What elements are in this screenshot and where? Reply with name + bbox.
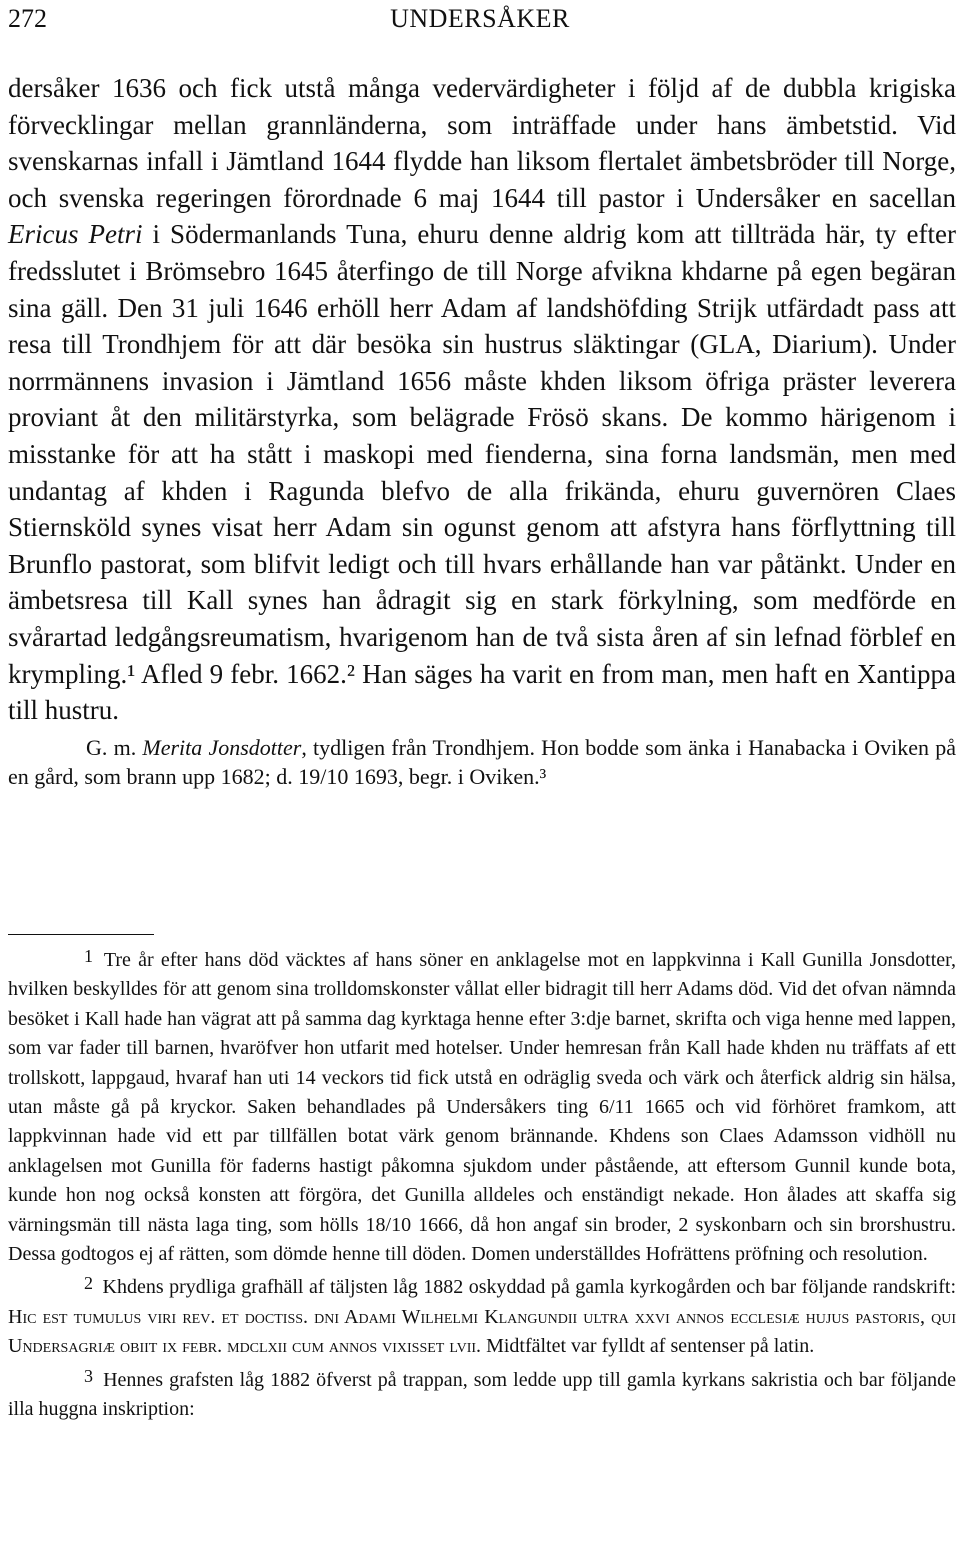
footnote-text: Tre år efter hans död väcktes af hans söner en anklagelse mot en lappkvinna i Kall Gunilla Jonsdotter, hvilken beskylldes för att genom sina trolldomskonster vållat eller bidragit till herr Adams död. Vid det ofvan nämnda besöket i Kall hade han vägrat att på samma dag kyrktaga henne efter 3:dje barnet, skrifta och viga henne med lappen, som var fader till barnen, hvaröfver hon utfarit med hotelser. Under hemresan från Kall hade khden nu träffats af ett trollskott, lappgaud, hvaraf han uti 14 veckors tid fick utstå en odräglig sveda och värk och återfick aldrig sin hälsa, utan måste gå på kryckor. Saken behandlades på Undersåkers ting 6/11 1665 och vid förhöret framkom, att lappkvinnan hade vid ett par tillfällen botat värk genom brännande. Khdens son Claes Adamsson vidhöll nu anklagelsen mot Gunilla för faderns hastigt påkomna sjukdom under påstående, att eftersom Gunnil kunde bota, kunde hon nog också konsten att förgöra, det Gunilla alldeles och enständigt nekade. Hon ålades att skaffa sig värningsmän till nästa laga ting, som hölls 18/10 1666, då hon angaf sin broder, 2 syskonbarn och sin brorshustru. Dessa godtogos ej af rätten, som dömde henne till döden. Domen underställdes Hofrättens pröfning och resolution.	[8, 949, 957, 1266]
footnote-separator	[8, 934, 154, 935]
text-run: G. m.	[86, 734, 143, 760]
footnote-text: Khdens prydliga grafhäll af täljsten låg 1882 oskyddad på gamla kyrkogården och bar följande randskrift:	[102, 1276, 957, 1299]
footnote-number: 2	[84, 1273, 93, 1294]
main-text	[8, 70, 956, 791]
page-number: 272	[8, 4, 47, 33]
footnote-text: Hennes grafsten låg 1882 öfverst på trappan, som ledde upp till gamla kyrkans sakristia och bar följande illa huggna inskription:	[8, 1368, 957, 1421]
italic-name: Merita Jonsdotter	[142, 734, 302, 760]
text-run: , tydligen från Trondhjem. Hon bodde som änka i Hanabacka i Oviken på en gård, som brann upp 1682; d. 19/10 1693, begr. i Oviken.³	[8, 734, 956, 789]
body-paragraph	[8, 70, 956, 729]
footnote-3	[8, 1366, 956, 1425]
latin-inscription: Hic est tumulus viri rev. et doctiss. dni Adami Wilhelmi Klangundii ultra xxvi annos ecclesiæ hujus pastoris, qui Undersagriæ obiit ix febr. mdclxii cum annos vixisset lvii.	[8, 1305, 956, 1358]
italic-name: Ericus Petri	[8, 219, 143, 250]
running-head: UNDERSÅKER	[390, 4, 570, 33]
footnote-2	[8, 1273, 956, 1361]
text-run: i Södermanlands Tuna, ehuru denne aldrig kom att tillträda här, ty efter fredsslutet i Brömsebro 1645 återfingo de till Norge afvikna khdarne på egen begäran sina gäll. Den 31 juli 1646 erhöll herr Adam af landshöfding Strijk utfärdadt pass att resa till Trondhjem för att där besöka sin hustrus släktingar (GLA, Diarium). Under norrmännens invasion i Jämtland 1656 måste khden liksom öfriga präster leverera proviant åt den militärstyrka, som belägrade Frösö skans. De kommo härigenom i misstanke för att ha stått i maskopi med fienderna, sina forna landsmän, men med undantag af khden i Ragunda blefvo de alla frikända, ehuru guvernören Claes Stiernsköld synes visat herr Adam sin ogunst genom att afstyra hans förflyttning till Brunflo pastorat, som blifvit ledigt och till hvars erhållande han var påtänkt. Under en ämbetsresa till Kall synes han ådragit sig en stark förkylning, som medförde en svårartad ledgångsreumatism, hvarigenom han de två sista åren af sin lefnad förblef en krympling.¹ Afled 9 febr. 1662.² Han säges ha varit en from man, men haft en Xantippa till hustru.	[8, 219, 957, 726]
text-run: dersåker 1636 och fick utstå många vedervärdigheter i följd af de dubbla krigiska förvecklingar mellan grannländerna, som inträffade under hans ämbetstid. Vid svenskarnas infall i Jämtland 1644 flydde han liksom flertalet ämbetsbröder till Norge, och svenska regeringen förordnade 6 maj 1644 till pastor i Undersåker en sacellan	[8, 73, 956, 213]
footnote-number: 1	[84, 946, 93, 966]
spouse-paragraph	[8, 733, 956, 791]
footnote-text: Midtfältet var fylldt af sentenser på latin.	[481, 1335, 815, 1358]
footnote-1	[8, 946, 956, 1269]
page-header	[8, 4, 952, 44]
footnote-number: 3	[84, 1365, 93, 1386]
footnotes	[8, 946, 956, 1425]
